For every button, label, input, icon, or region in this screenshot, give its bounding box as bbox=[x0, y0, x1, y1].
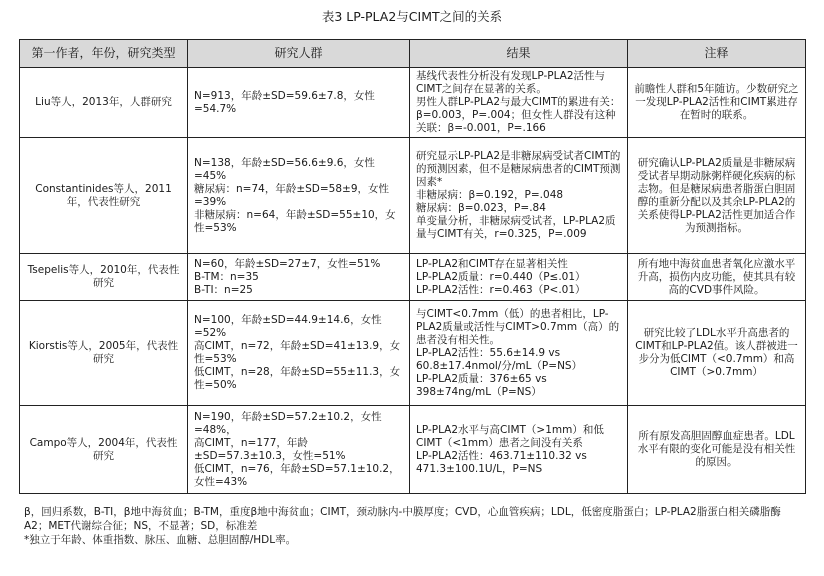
results-line: 研究显示LP-PLA2是非糖尿病受试者CIMT的的预测因素，但不是糖尿病患者的CIMT预测因素* bbox=[416, 150, 621, 188]
population-line: B-TM：n=35 bbox=[194, 270, 259, 283]
population-cell bbox=[188, 68, 410, 138]
population-line: N=913，年龄±SD=59.6±7.8，女性=54.7% bbox=[194, 89, 375, 115]
table-footnotes bbox=[24, 505, 804, 547]
results-line: LP-PLA2活性：55.6±14.9 vs 60.8±17.4nmol/分/mL（P=NS） bbox=[416, 346, 583, 372]
results-line: 基线代表性分析没有发现LP-PLA2活性与CIMT之间存在显著的关系。 bbox=[416, 70, 606, 95]
notes-cell: 前瞻性人群和5年随访。少数研究之一发现LP-PLA2活性和CIMT累进存在暂时的联系。 bbox=[628, 68, 806, 138]
table-header-row bbox=[20, 40, 806, 68]
population-line: 高CIMT，n=177，年龄±SD=57.3±10.3，女性=51% bbox=[194, 436, 346, 462]
results-cell bbox=[410, 68, 628, 138]
population-line: N=60，年龄±SD=27±7，女性=51% bbox=[194, 257, 381, 270]
results-cell bbox=[410, 138, 628, 254]
results-line: LP-PLA2和CIMT存在显著相关性 bbox=[416, 257, 568, 270]
notes-cell: 所有地中海贫血患者氧化应激水平升高，损伤内皮功能，使其具有较高的CVD事件风险。 bbox=[628, 254, 806, 301]
results-line: LP-PLA2质量：376±65 vs 398±74ng/mL（P=NS） bbox=[416, 372, 547, 398]
table-row bbox=[20, 68, 806, 138]
author-cell: Kiorstis等人，2005年，代表性研究 bbox=[20, 301, 188, 406]
results-line: 男性人群LP-PLA2与最大CIMT的累进有关：β=0.003，P=.004；但女性人群没有这种关联：β=-0.001，P=.166 bbox=[416, 96, 621, 134]
table-row bbox=[20, 138, 806, 254]
author-cell: Liu等人，2013年，人群研究 bbox=[20, 68, 188, 138]
population-line: 高CIMT，n=72，年龄±SD=41±13.9，女性=53% bbox=[194, 340, 401, 365]
results-line: 非糖尿病：β=0.192，P=.048 bbox=[416, 189, 564, 201]
header-population: 研究人群 bbox=[188, 40, 410, 68]
results-line: 单变量分析，非糖尿病受试者，LP-PLA2质量与CIMT有关，r=0.325，P=.009 bbox=[416, 215, 616, 240]
population-cell bbox=[188, 301, 410, 406]
cimt-relation-table bbox=[19, 39, 806, 494]
population-line: N=190，年龄±SD=57.2±10.2，女性=48%， bbox=[194, 410, 382, 436]
table-row bbox=[20, 406, 806, 494]
population-line: 低CIMT，n=28，年龄±SD=55±11.3，女性=50% bbox=[194, 366, 401, 391]
population-line: 低CIMT，n=76，年龄±SD=57.1±10.2，女性=43% bbox=[194, 462, 400, 488]
author-cell: Campo等人，2004年，代表性研究 bbox=[20, 406, 188, 494]
population-line: 非糖尿病：n=64，年龄±SD=55±10，女性=53% bbox=[194, 208, 396, 234]
results-line: 糖尿病：β=0.023，P=.84 bbox=[416, 202, 546, 214]
table-row bbox=[20, 301, 806, 406]
results-line: LP-PLA2质量：r=0.440（P≤.01） bbox=[416, 270, 586, 283]
population-cell bbox=[188, 254, 410, 301]
asterisk-footnote: *独立于年龄、体重指数、脉压、血糖、总胆固醇/HDL率。 bbox=[24, 534, 297, 546]
results-line: 与CIMT<0.7mm（低）的患者相比，LP-PLA2质量或活性与CIMT>0.7mm（高）的患者没有相关性。 bbox=[416, 307, 620, 346]
results-cell bbox=[410, 254, 628, 301]
population-line: 糖尿病：n=74，年龄±SD=58±9，女性=39% bbox=[194, 182, 389, 208]
header-results: 结果 bbox=[410, 40, 628, 68]
notes-cell: 研究确认LP-PLA2质量是非糖尿病受试者早期动脉粥样硬化疾病的标志物。但是糖尿病患者脂蛋白胆固醇的重新分配以及其余LP-PLA2的关系使得LP-PLA2活性更加适合作为预测指标。 bbox=[628, 138, 806, 254]
table-caption: 表3 LP-PLA2与CIMT之间的关系 bbox=[321, 9, 503, 24]
header-author: 第一作者，年份，研究类型 bbox=[20, 40, 188, 68]
results-line: LP-PLA2活性：r=0.463（P<.01） bbox=[416, 283, 586, 296]
population-cell bbox=[188, 138, 410, 254]
author-cell: Tsepelis等人，2010年，代表性研究 bbox=[20, 254, 188, 301]
results-cell bbox=[410, 301, 628, 406]
notes-cell: 所有原发高胆固醇血症患者。LDL水平有限的变化可能是没有相关性的原因。 bbox=[628, 406, 806, 494]
header-notes: 注释 bbox=[628, 40, 806, 68]
population-line: N=100，年龄±SD=44.9±14.6，女性=52% bbox=[194, 314, 382, 339]
results-cell bbox=[410, 406, 628, 494]
population-cell bbox=[188, 406, 410, 494]
results-line: LP-PLA2活性：463.71±110.32 vs 471.3±100.1U/L，P=NS bbox=[416, 449, 587, 475]
author-cell: Constantinides等人，2011年，代表性研究 bbox=[20, 138, 188, 254]
results-line: LP-PLA2水平与高CIMT（>1mm）和低CIMT（<1mm）患者之间没有关系 bbox=[416, 423, 604, 449]
table-row bbox=[20, 254, 806, 301]
population-line: N=138，年龄±SD=56.6±9.6，女性=45% bbox=[194, 156, 375, 182]
notes-cell: 研究比较了LDL水平升高患者的CIMT和LP-PLA2值。该人群被进一步分为低CIMT（<0.7mm）和高CIMT（>0.7mm） bbox=[628, 301, 806, 406]
abbreviations-footnote: β，回归系数，B-TI，β地中海贫血；B-TM，重度β地中海贫血；CIMT，颈动脉内-中膜厚度；CVD，心血管疾病；LDL，低密度脂蛋白；LP-PLA2脂蛋白相关磷脂酶A2；MET代谢综合征；NS，不显著；SD，标准差 bbox=[24, 506, 781, 532]
population-line: B-TI：n=25 bbox=[194, 283, 253, 296]
